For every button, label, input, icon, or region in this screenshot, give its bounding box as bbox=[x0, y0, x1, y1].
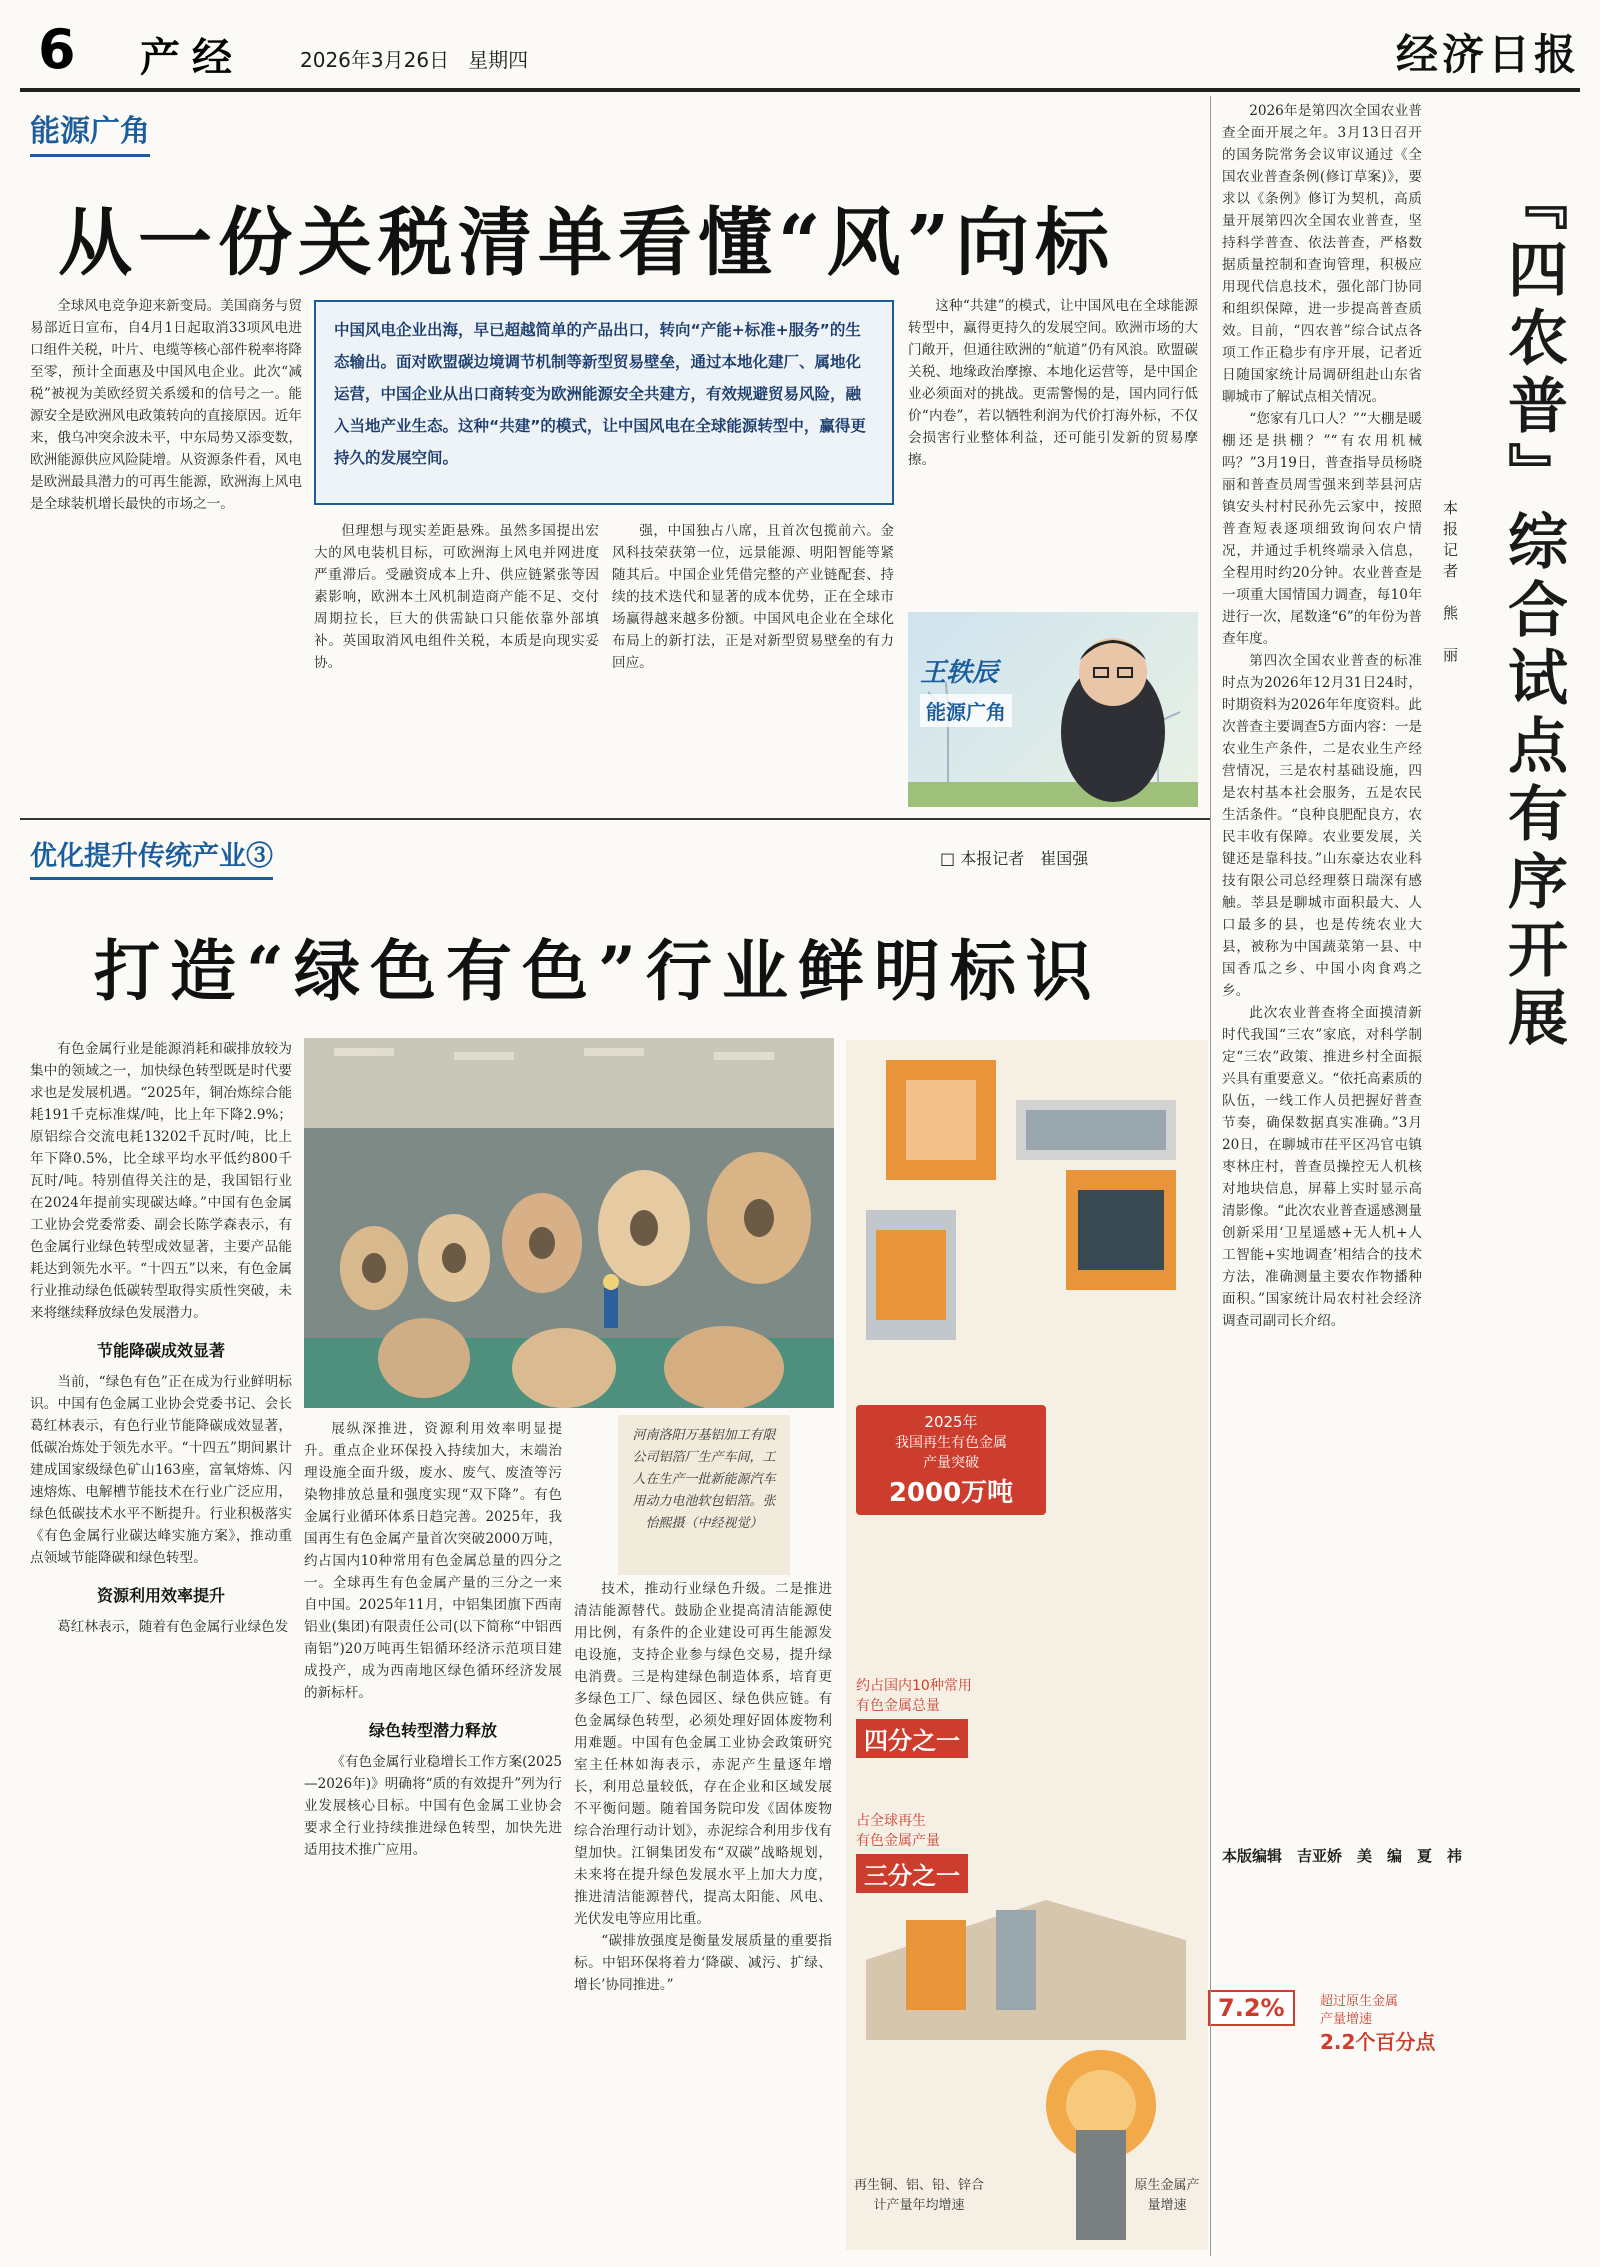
stat2-label2: 有色金属总量 bbox=[856, 1698, 940, 1714]
article2-col2-body: 展纵深推进，资源利用效率明显提升。重点企业环保投入持续加大，末端治理设施全面升级，废水、废气、废渣等污染物排放总量和强度实现“双下降”。有色金属行业循环体系日趋完善。2025年，我国再生有色金属产量首次突破2000万吨，约占国内10种常用有色金属总量的四分之一。全球再生有色金属产量的三分之一来自中国。2025年11月，中铝集团旗下西南铝业(集团)有限责任公司(以下简称“中铝西南铝”)20万吨再生铝循环经济示范项目建成投产，成为西南地区绿色循环经济发展的新标杆。 bbox=[304, 1421, 562, 1701]
article1-kicker: 能源广角 bbox=[30, 106, 150, 157]
article2-col3-tail: “碳排放强度是衡量发展质量的重要指标。中铝环保将着力‘降碳、减污、扩绿、增长’协同推进。” bbox=[574, 1933, 832, 1993]
article2-col2-tail: 《有色金属行业稳增长工作方案(2025—2026年)》明确将“质的有效提升”列为行业发展核心目标。中国有色金属工业协会要求全行业持续推进绿色转型，加快先进适用技术推广应用。 bbox=[304, 1754, 562, 1858]
article3-body bbox=[1222, 100, 1422, 1800]
section-name: 产经 bbox=[140, 34, 244, 81]
stat1-label3: 产量突破 bbox=[923, 1455, 979, 1471]
article1-col1-text: 全球风电竞争迎来新变局。美国商务与贸易部近日宣布，自4月1日起取消33项风电进口组件关税，叶片、电缆等核心部件税率将降至零，预计全面惠及中国风电企业。此次“减税”被视为美欧经贸关系缓和的信号之一。能源安全是欧洲风电政策转向的直接原因。近年来，俄乌冲突余波未平，中东局势又添变数，欧洲能源供应风险陡增。从资源条件看，风电是欧洲最具潜力的可再生能源，欧洲海上风电是全球装机增长最快的市场之一。 bbox=[30, 298, 302, 512]
bar2-label: 原生金属产量增速 bbox=[1134, 2178, 1200, 2213]
article1-column-1 bbox=[30, 295, 302, 805]
article-divider bbox=[20, 818, 1210, 820]
article3-para3: 第四次全国农业普查的标准时点为2026年12月31日24时，时期资料为2026年年度资料。此次普查主要调查5方面内容：一是农业生产条件，二是农业生产经营情况，三是农村基础设施，四是农村基本社会服务，五是农民生活条件。“良种良肥配良方，农民丰收有保障。农业要发展，关键还是靠科技。”山东豪达农业科技有限公司总经理蔡日瑞深有感触。莘县是聊城市面积最大、人口最多的县，也是传统农业大县，被称为中国蔬菜第一县、中国香瓜之乡、中国小肉食鸡之乡。 bbox=[1222, 653, 1422, 999]
stat1-label2: 我国再生有色金属 bbox=[895, 1435, 1007, 1451]
aluminum-foil-rolls-image bbox=[304, 1038, 834, 1408]
stat3-label1: 占全球再生 bbox=[856, 1813, 926, 1829]
article1-col3-text: 强，中国独占八席，且首次包揽前六。金风科技荣获第一位，远景能源、明阳智能等紧随其后。中国企业凭借完整的产业链配套、持续的技术迭代和显著的成本优势，正在全球市场赢得越来越多份额。中国风电企业在全球化布局上的新打法，正是对新型贸易壁垒的有力回应。 bbox=[612, 523, 894, 671]
weekday-text: 星期四 bbox=[468, 48, 529, 72]
stat-recycled-output bbox=[856, 1405, 1046, 1515]
recycling-infographic bbox=[846, 1040, 1208, 2250]
date-text: 2026年3月26日 bbox=[300, 48, 450, 72]
factory-photo bbox=[304, 1038, 834, 1408]
stat3-label2: 有色金属产量 bbox=[856, 1833, 940, 1849]
subhead-green-transformation: 绿色转型潜力释放 bbox=[368, 1721, 497, 1740]
article3-para1: 2026年是第四次全国农业普查全面开展之年。3月13日召开的国务院常务会议审议通过《全国农业普查条例(修订草案)》，要求以《条例》修订为契机，高质量开展第四次全国农业普查，坚持科学普查、依法普查，严格数据质量控制和查询管理，积极应用现代信息技术，强化部门协同和组织保障，进一步提高普查质效。目前，“四农普”综合试点各项工作正稳步有序开展，记者近日随国家统计局调研组赴山东省聊城市了解试点相关情况。 bbox=[1222, 103, 1422, 405]
article3-para4: 此次农业普查将全面摸清新时代我国“三农”家底，对科学制定“三农”政策、推进乡村全面振兴具有重要意义。“依托高素质的队伍，一线工作人员把握好普查节奏，确保数据真实准确。”3月20日，在聊城市茌平区冯官屯镇枣林庄村，普查员操控无人机核对地块信息，屏幕上实时显示高清影像。“此次农业普查遥感测量创新采用‘卫星遥感+无人机+人工智能+实地调查’相结合的技术方法，准确测量主要农作物播种面积。”国家统计局农村社会经济调查司副司长介绍。 bbox=[1222, 1005, 1422, 1329]
article1-column-2 bbox=[314, 520, 599, 805]
stat2-label1: 约占国内10种常用 bbox=[856, 1678, 972, 1694]
column-separator bbox=[1210, 96, 1211, 2256]
article2-col1-body: 当前，“绿色有色”正在成为行业鲜明标识。中国有色金属工业协会党委书记、会长葛红林表示，有色行业节能降碳成效显著，低碳冶炼处于领先水平。“十四五”期间累计建成国家级绿色矿山163座，富氧熔炼、闪速熔炼、电解槽节能技术在行业广泛应用，绿色低碳技术水平不断提升。行业积极落实《有色金属行业碳达峰实施方案》，推动重点领域节能降碳和绿色转型。 bbox=[30, 1374, 292, 1566]
article1-column-3 bbox=[612, 520, 894, 805]
article2-column-1 bbox=[30, 1038, 292, 2253]
callout-label1: 超过原生金属 bbox=[1320, 1994, 1399, 2009]
article1-title: 从一份关税清单看懂“风”向标 bbox=[58, 200, 1116, 286]
masthead-logo: 经济日报 bbox=[1395, 30, 1580, 79]
callout-label2: 产量增速 bbox=[1320, 2012, 1373, 2027]
page-editors: 本版编辑 吉亚娇 美 编 夏 祎 bbox=[1222, 1847, 1463, 1865]
article3-byline: 本报记者 熊 丽 bbox=[1441, 500, 1459, 668]
subhead-energy-saving: 节能降碳成效显著 bbox=[96, 1341, 225, 1360]
growth-bar-labels bbox=[846, 2160, 1208, 2250]
stat1-label1: 2025年 bbox=[924, 1413, 978, 1431]
article1-col2-text: 但理想与现实差距悬殊。虽然多国提出宏大的风电装机目标，可欧洲海上风电并网进度严重滞后。受融资成本上升、供应链紧张等因素影响，欧洲本土风机制造商产能不足、交付周期拉长，巨大的供需缺口只能依靠外部填补。英国取消风电组件关税，本质是向现实妥协。 bbox=[314, 523, 599, 671]
issue-date bbox=[300, 44, 528, 73]
article2-col3-body: 技术，推动行业绿色升级。二是推进清洁能源替代。鼓励企业提高清洁能源使用比例，有条件的企业建设可再生能源发电设施，支持企业参与绿色交易，提升绿电消费。三是构建绿色制造体系，培育更多绿色工厂、绿色园区、绿色供应链。有色金属绿色转型，必须处理好固体废物利用难题。中国有色金属工业协会政策研究室主任林如海表示，赤泥产生量逐年增长，利用总量较低，存在企业和区域发展不平衡问题。随着国务院印发《固体废物综合治理行动计划》，赤泥综合利用步伐有望加快。江铜集团发布“双碳”战略规划，未来将在提升绿色发展水平上加大力度，推进清洁能源替代，提高太阳能、风电、光伏发电等应用比重。 bbox=[574, 1581, 832, 1927]
article1-col4-text: 这种“共建”的模式，让中国风电在全球能源转型中，赢得更持久的发展空间。欧洲市场的大门敞开，但通往欧洲的“航道”仍有风浪。欧盟碳关税、地缘政治摩擦、本地化运营等，是中国企业必须面对的挑战。更需警惕的是，国内同行低价“内卷”，若以牺牲利润为代价打海外标，不仅会损害行业整体利益，还可能引发新的贸易摩擦。 bbox=[908, 298, 1198, 468]
article2-intro-text: 有色金属行业是能源消耗和碳排放较为集中的领域之一，加快绿色转型既是时代要求也是发展机遇。“2025年，铜冶炼综合能耗191千克标准煤/吨，比上年下降2.9%；原铝综合交流电耗13202千瓦时/吨，比上年下降0.5%，比全球平均水平低约800千瓦时/吨。特别值得关注的是，我国铝行业在2024年提前实现碳达峰。”中国有色金属工业协会党委常委、副会长陈学森表示，有色金属行业绿色转型成效显著，主要产品能耗达到领先水平。“十四五”以来，有色金属行业推动绿色低碳转型取得实质性突破，未来将继续释放绿色发展潜力。 bbox=[30, 1041, 292, 1321]
article2-column-3 bbox=[574, 1578, 832, 2253]
bar1-label: 再生铜、铝、铅、锌合计产量年均增速 bbox=[854, 2178, 985, 2213]
growth-percent: 7.2% bbox=[1208, 1990, 1295, 2026]
article2-col1-tail: 葛红林表示，随着有色金属行业绿色发 bbox=[57, 1619, 289, 1635]
article1-lead-box: 中国风电企业出海，早已超越简单的产品出口，转向“产能+标准+服务”的生态输出。面对欧盟碳边境调节机制等新型贸易壁垒，通过本地化建厂、属地化运营，中国企业从出口商转变为欧洲能源安全共建方，有效规避贸易风险，融入当地产业生态。这种“共建”的模式，让中国风电在全球能源转型中，赢得更持久的发展空间。 bbox=[314, 300, 894, 505]
industrial-illustration bbox=[846, 1040, 1208, 2250]
header-rule bbox=[20, 88, 1580, 92]
columnist-signature: 王轶辰 bbox=[920, 658, 999, 688]
article2-byline: □ 本报记者 崔国强 bbox=[940, 849, 1089, 868]
article2-column-2 bbox=[304, 1418, 562, 2253]
article2-title: 打造“绿色有色”行业鲜明标识 bbox=[94, 932, 1102, 1010]
article3-para2: “您家有几口人？”“大棚是暖棚还是拱棚？”“有农用机械吗？”3月19日，普查指导员杨晓丽和普查员周雪强来到莘县河店镇安头村村民孙先云家中，按照普查短表逐项细致询问农户情况，并通过手机终端录入信息，全程用时约20分钟。农业普查是一项重大国情国力调查，每10年进行一次，尾数逢“6”的年份为普查年度。 bbox=[1222, 411, 1422, 647]
callout-value: 2.2个百分点 bbox=[1320, 2030, 1436, 2054]
article2-kicker: 优化提升传统产业③ bbox=[30, 834, 273, 880]
stat2-value: 四分之一 bbox=[856, 1719, 968, 1758]
column-badge: 能源广角 bbox=[920, 694, 1012, 727]
stat-domestic-share bbox=[856, 1675, 1006, 1758]
article1-column-4 bbox=[908, 295, 1198, 605]
columnist-photo bbox=[908, 612, 1198, 807]
photo-caption: 河南洛阳万基铝加工有限公司铝箔厂生产车间，工人在生产一批新能源汽车用动力电池软包铝箔。张怡熙摄（中经视觉） bbox=[618, 1415, 790, 1575]
article3-title: 『四农普』综合试点有序开展 bbox=[1498, 170, 1568, 1054]
subhead-resource-efficiency: 资源利用效率提升 bbox=[96, 1586, 225, 1605]
stat1-value: 2000万吨 bbox=[888, 1478, 1014, 1508]
stat3-value: 三分之一 bbox=[856, 1854, 968, 1893]
page-number: 6 bbox=[38, 18, 76, 81]
stat-global-share bbox=[856, 1810, 1006, 1893]
growth-callout bbox=[1218, 1990, 1510, 2054]
